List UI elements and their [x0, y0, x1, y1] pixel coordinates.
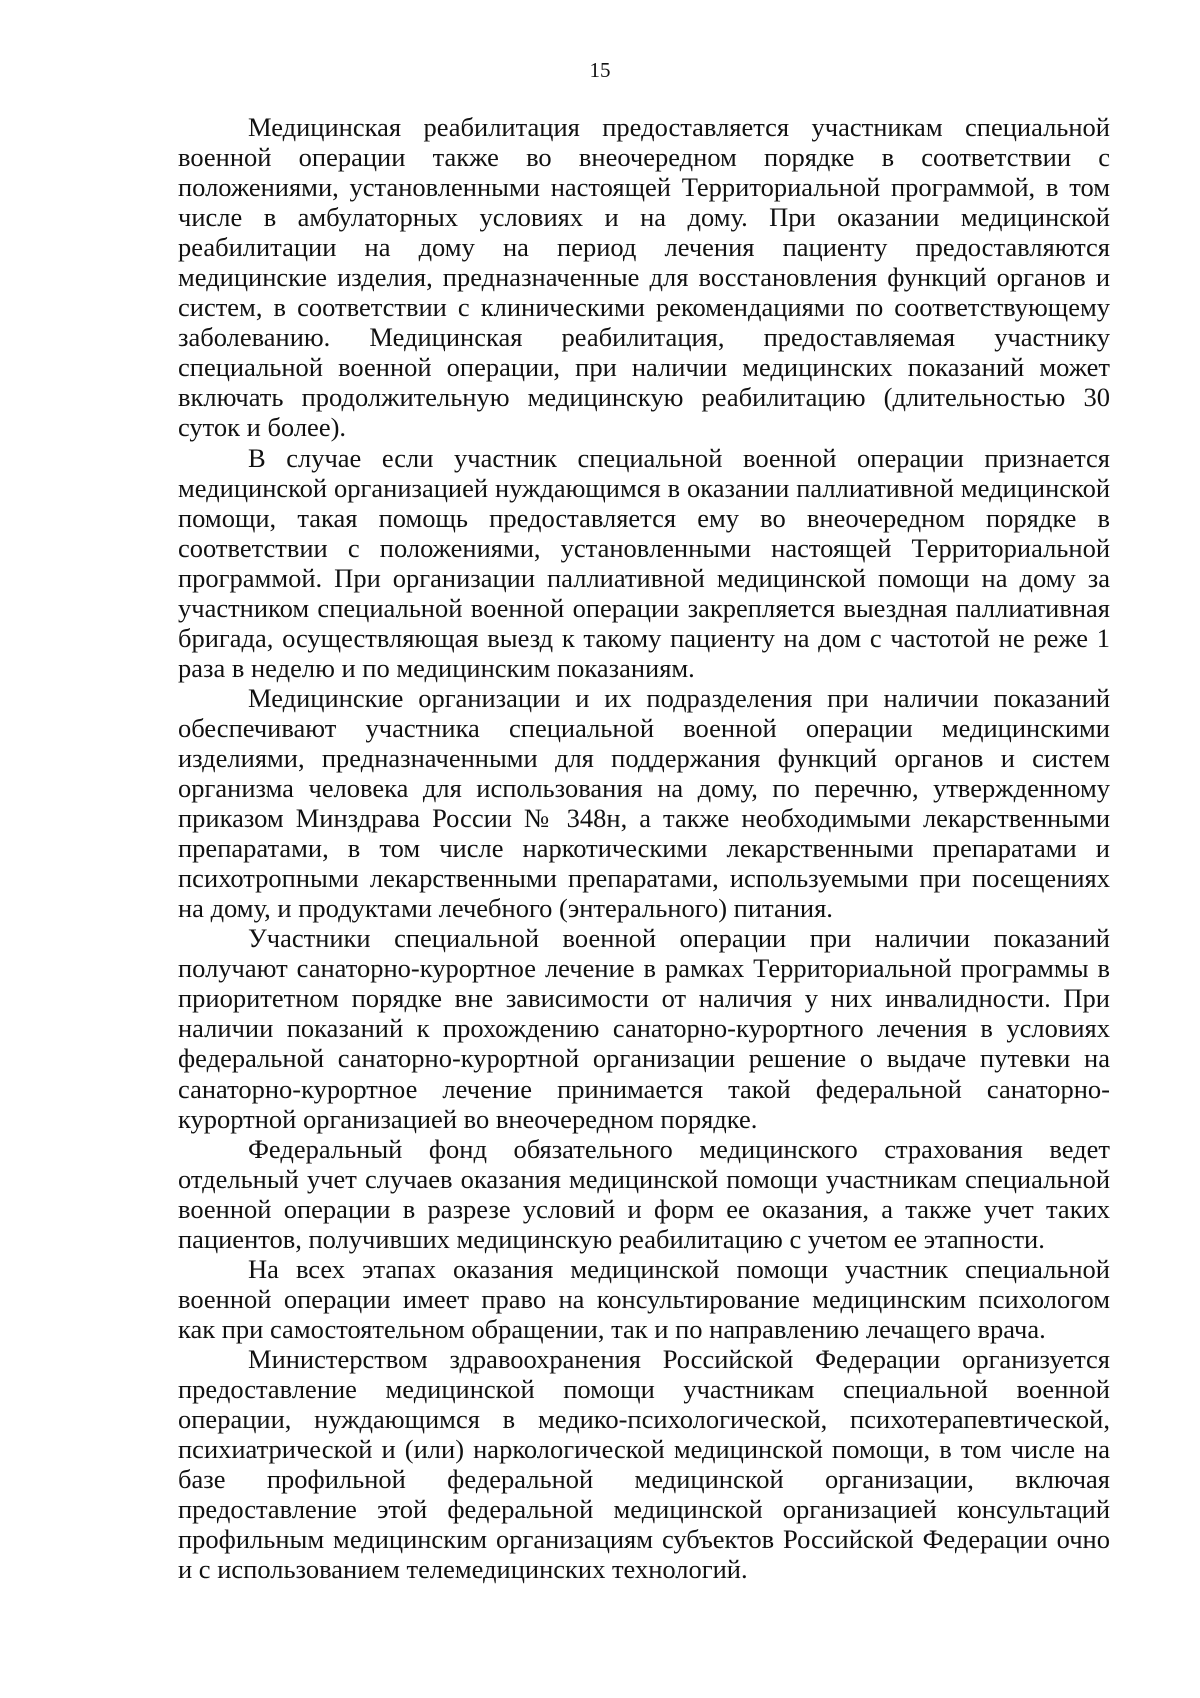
paragraph-palliative-care: В случае если участник специальной военной операции признается медицинской организацией нуждающимся в оказании паллиативной медицинской помощи, такая помощь предоставляется ему во внеочередном порядке в соответствии с положениями, установленными настоящей Территориальной программой. При организации паллиативной медицинской помощи на дому за участником специальной военной операции закрепляется выездная паллиативная бригада, осуществляющая выезд к такому пациенту на дом с частотой не реже 1 раза в неделю и по медицинским показаниям. — [178, 442, 1110, 683]
page-number: 15 — [589, 58, 611, 82]
paragraph-rehabilitation: Медицинская реабилитация предоставляется участникам специальной военной операции также во внеочередном порядке в соответствии с положениями, установленными настоящей Территориальной программой, в том числе в амбулаторных условиях и на дому. При оказании медицинской реабилитации на дому на период лечения пациенту предоставляются медицинские изделия, предназначенные для восстановления функций органов и систем, в соответствии с клиническими рекомендациями по соответствующему заболеванию. Медицинская реабилитация, предоставляемая участнику специальной военной операции, при наличии медицинских показаний может включать продолжительную медицинскую реабилитацию (длительностью 30 суток и более). — [178, 112, 1110, 443]
paragraph-medical-devices: Медицинские организации и их подразделения при наличии показаний обеспечивают участника специальной военной операции медицинскими изделиями, предназначенными для поддержания функций органов и систем организма человека для использования на дому, по перечню, утвержденному приказом Минздрава России № 348н, а также необходимыми лекарственными препаратами, в том числе наркотическими лекарственными препаратами и психотропными лекарственными препаратами, используемыми при посещениях на дому, и продуктами лечебного (энтерального) питания. — [178, 682, 1110, 924]
paragraph-sanatorium-treatment: Участники специальной военной операции при наличии показаний получают санаторно-курортное лечение в рамках Территориальной программы в приоритетном порядке вне зависимости от наличия у них инвалидности. При наличии показаний к прохождению санаторно-курортного лечения в условиях федеральной санаторно-курортной организации решение о выдаче путевки на санаторно-курортное лечение принимается такой федеральной санаторно-курортной организацией во внеочередном порядке. — [178, 923, 1110, 1134]
document-body — [178, 112, 1110, 1584]
paragraph-ministry-care: Министерством здравоохранения Российской Федерации организуется предоставление медицинской помощи участникам специальной военной операции, нуждающимся в медико-психологической, психотерапевтической, психиатрической и (или) наркологической медицинской помощи, в том числе на базе профильной федеральной медицинской организации, включая предоставление этой федеральной медицинской организацией консультаций профильным медицинским организациям субъектов Российской Федерации очно и с использованием телемедицинских технологий. — [178, 1343, 1110, 1585]
paragraph-insurance-fund: Федеральный фонд обязательного медицинского страхования ведет отдельный учет случаев оказания медицинской помощи участникам специальной военной операции в разрезе условий и форм ее оказания, а также учет таких пациентов, получивших медицинскую реабилитацию с учетом ее этапности. — [178, 1133, 1110, 1254]
paragraph-psychologist: На всех этапах оказания медицинской помощи участник специальной военной операции имеет право на консультирование медицинским психологом как при самостоятельном обращении, так и по направлению лечащего врача. — [178, 1253, 1110, 1344]
